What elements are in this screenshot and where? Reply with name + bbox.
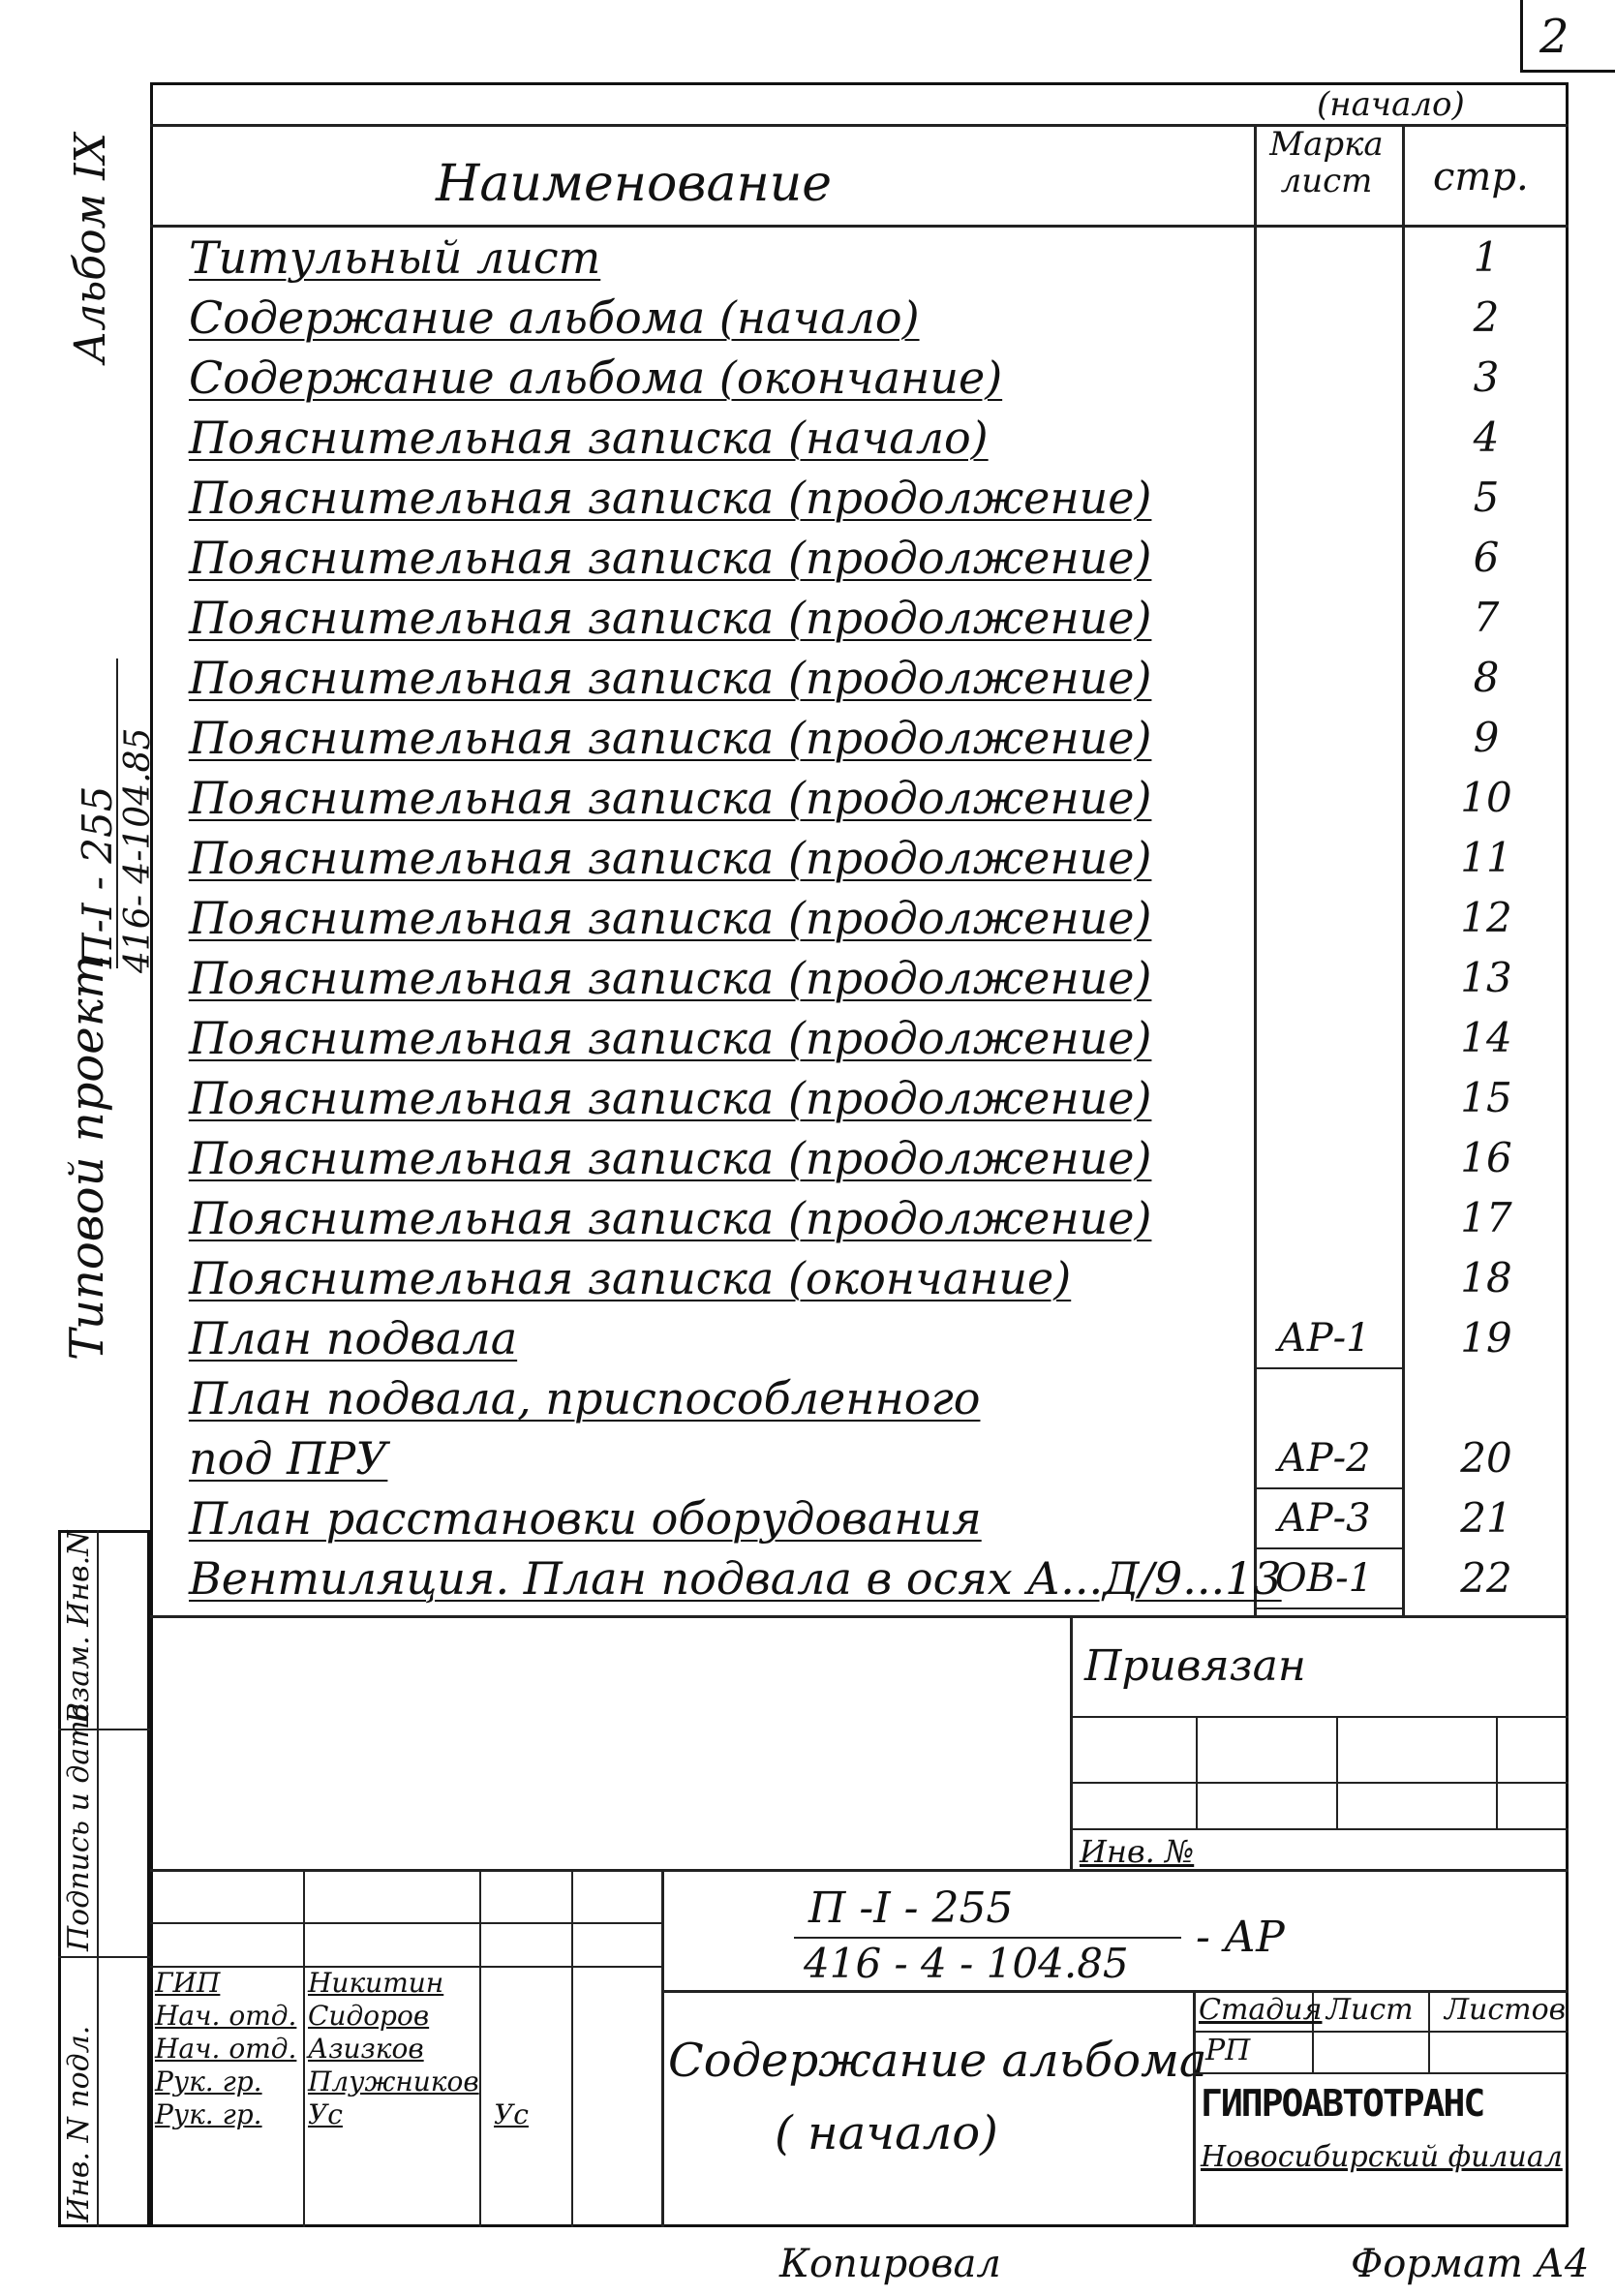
binding-line-2 [1070,1782,1569,1784]
row-page: 21 [1460,1494,1512,1542]
strip-vzam: Взам. Инв.N [62,1530,96,1724]
header-divider [150,225,1569,228]
signer-role: Рук. гр. [155,2066,262,2097]
signature-strip-div [97,1530,99,2227]
stage-value: РП [1205,2034,1251,2067]
row-page: 8 [1473,654,1500,701]
binding-inv: Инв. № [1080,1833,1195,1870]
row-page: 11 [1460,834,1512,881]
sheet-title-1: Содержание альбома [668,2034,1207,2088]
row-page: 13 [1460,954,1512,1001]
row-name: Пояснительная записка (окончание) [189,1252,1072,1304]
table-bottom [150,1615,1569,1618]
row-name: Пояснительная записка (продолжение) [189,1072,1152,1124]
row-page: 15 [1460,1074,1512,1121]
row-page: 6 [1473,534,1500,581]
row-mark-line [1254,1547,1402,1549]
strip-sign-date: Подпись и дата [62,1702,96,1951]
row-name: План подвала, приспособленного [189,1372,981,1424]
signer-role: ГИП [155,1967,221,1999]
page-number: 2 [1539,10,1569,64]
binding-left [1070,1615,1073,1869]
signature-strip-row-2 [58,1956,150,1958]
row-name: Пояснительная записка (продолжение) [189,472,1152,524]
row-name: Пояснительная записка (продолжение) [189,532,1152,584]
row-page: 20 [1460,1434,1512,1482]
row-name: Пояснительная записка (продолжение) [189,652,1152,704]
row-name: Содержание альбома (начало) [189,291,920,344]
signer-name: Никитин [308,1967,444,1999]
row-mark-line [1254,1367,1402,1369]
row-name: под ПРУ [189,1432,388,1485]
signer-role: Рук. гр. [155,2098,262,2130]
project-label: Типовой проект [60,955,114,1361]
stamp-top [150,1869,1569,1872]
binding-line-3 [1070,1828,1569,1830]
row-page: 22 [1460,1554,1512,1602]
col-divider-mark [1254,124,1257,1615]
row-mark: ОВ-1 [1274,1556,1374,1601]
signer-role: Нач. отд. [155,2000,297,2032]
row-mark-line [1254,1607,1402,1609]
row-page: 7 [1473,594,1500,641]
row-mark: АР-1 [1277,1316,1371,1361]
row-name: План подвала [189,1312,518,1364]
binding-col-2 [1336,1716,1338,1828]
binding-col-1 [1196,1716,1198,1828]
row-page: 10 [1460,774,1512,821]
project-code-top: П-I - 255 [74,785,121,968]
row-mark-line [1254,1487,1402,1489]
row-page: 16 [1460,1134,1512,1181]
stamp-col-right [661,1869,664,2227]
row-name: Пояснительная записка (начало) [189,412,989,464]
row-page: 1 [1473,233,1500,281]
stamp-col-stage [1193,1990,1196,2227]
row-mark: АР-2 [1277,1436,1371,1481]
row-page: 12 [1460,894,1512,941]
sheets-label: Листов [1445,1993,1567,2027]
row-name: Пояснительная записка (продолжение) [189,832,1152,884]
row-page: 3 [1473,353,1500,401]
row-mark: АР-3 [1277,1496,1371,1541]
stamp-code-bottom: 416 - 4 - 104.85 [804,1940,1129,1987]
signer-name: Плужников [308,2066,479,2097]
continuation-mark: (начало) [1317,85,1465,124]
header-name: Наименование [436,155,833,213]
row-name: Содержание альбома (окончание) [189,352,1003,404]
row-page: 19 [1460,1314,1512,1362]
stage-row-2 [1193,2072,1569,2074]
row-page: 2 [1473,293,1500,341]
row-page: 17 [1460,1194,1512,1241]
row-name: План расстановки оборудования [189,1492,982,1545]
signer-name: Сидоров [308,2000,430,2032]
footer-format: Формат А4 [1351,2242,1590,2286]
row-name: Пояснительная записка (продолжение) [189,592,1152,644]
signature-us: Ус [494,2098,529,2130]
stamp-row-a [150,1922,661,1924]
signer-name: Ус [308,2098,343,2130]
row-name: Пояснительная записка (продолжение) [189,712,1152,764]
row-page: 9 [1473,714,1500,761]
org-branch: Новосибирский филиал [1201,2140,1563,2174]
project-code-bottom: 416- 4-104.85 [118,727,158,973]
row-page: 5 [1473,474,1500,521]
stage-label: Стадия [1199,1993,1323,2027]
row-name: Пояснительная записка (продолжение) [189,1132,1152,1184]
binding-title: Привязан [1084,1641,1306,1691]
stage-row-1 [1193,2031,1569,2033]
header-mark: Марка лист [1269,125,1384,200]
row-name: Вентиляция. План подвала в осях А...Д/9...13 [189,1552,1282,1605]
stamp-code-rule [794,1937,1181,1939]
row-page: 18 [1460,1254,1512,1301]
row-name: Пояснительная записка (продолжение) [189,1192,1152,1244]
org-name: ГИПРОАВТОТРАНС [1201,2082,1484,2125]
binding-line-1 [1070,1716,1569,1718]
row-name: Титульный лист [189,231,601,284]
sheet-title-2: ( начало) [775,2106,998,2160]
row-name: Пояснительная записка (продолжение) [189,1012,1152,1064]
signer-name: Азизков [308,2033,424,2065]
row-name: Пояснительная записка (продолжение) [189,892,1152,944]
sheet-label: Лист [1326,1993,1414,2027]
stamp-title-top [661,1990,1569,1993]
row-page: 14 [1460,1014,1512,1061]
row-name: Пояснительная записка (продолжение) [189,772,1152,824]
stamp-code-suffix: - АР [1196,1913,1285,1962]
strip-inv-podl: Инв. N подл. [62,2025,96,2222]
signer-role: Нач. отд. [155,2033,297,2065]
binding-col-3 [1496,1716,1498,1828]
row-name: Пояснительная записка (продолжение) [189,952,1152,1004]
stamp-code-top: П -I - 255 [808,1883,1014,1933]
header-page: стр. [1433,155,1529,199]
album-label: Альбом IX [66,133,115,363]
footer-copied: Копировал [779,2242,1001,2286]
row-page: 4 [1473,413,1500,461]
